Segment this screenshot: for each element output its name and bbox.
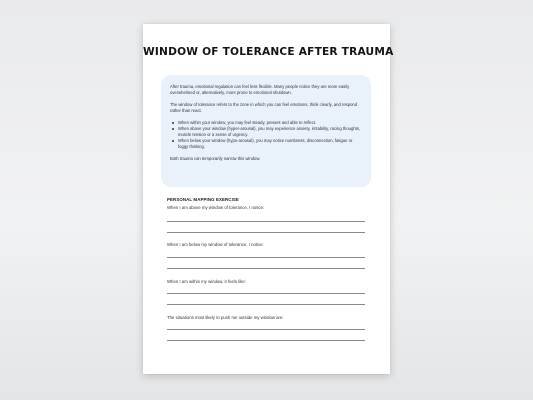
answer-line[interactable]	[167, 221, 365, 222]
answer-line[interactable]	[167, 257, 365, 258]
prompt-within-window: When I am within my window, it feels like:	[167, 279, 246, 284]
bullet-below-window: When below your window (hypo-arousal), you may notice numbness, disconnection, fatigue or foggy thinking.	[170, 138, 362, 150]
bullet-within-window: When within your window, you may feel steady, present and able to reflect.	[170, 120, 362, 126]
intro-paragraph: After trauma, emotional regulation can feel less flexible. Many people notice they are more easily overwhelmed or, alternatively, more prone to emotional shutdown.	[170, 84, 350, 96]
answer-line[interactable]	[167, 268, 365, 269]
exercise-heading: PERSONAL MAPPING EXERCISE	[167, 197, 239, 202]
prompt-situations: The situations most likely to push me outside my window are:	[167, 315, 284, 320]
definition-paragraph: The window of tolerance refers to the zone in which you can feel emotions, think clearly, and respond rather than react.	[170, 101, 358, 113]
worksheet-title: WINDOW OF TOLERANCE AFTER TRAUMA	[143, 46, 394, 58]
bullet-above-window: When above your window (hyper-arousal), you may experience anxiety, irritability, racing thoughts, muscle tension or a sense of urgency.	[170, 126, 362, 138]
info-box	[161, 75, 371, 187]
answer-line[interactable]	[167, 293, 365, 294]
answer-line[interactable]	[167, 304, 365, 305]
answer-line[interactable]	[167, 232, 365, 233]
window-bullet-list	[170, 120, 362, 150]
prompt-below-window: When I am below my window of tolerance, I notice:	[167, 242, 264, 247]
prompt-above-window: When I am above my window of tolerance, I notice:	[167, 205, 265, 210]
closing-paragraph: Both trauma can temporarily narrow this window.	[170, 155, 261, 161]
answer-line[interactable]	[167, 329, 365, 330]
answer-line[interactable]	[167, 340, 365, 341]
